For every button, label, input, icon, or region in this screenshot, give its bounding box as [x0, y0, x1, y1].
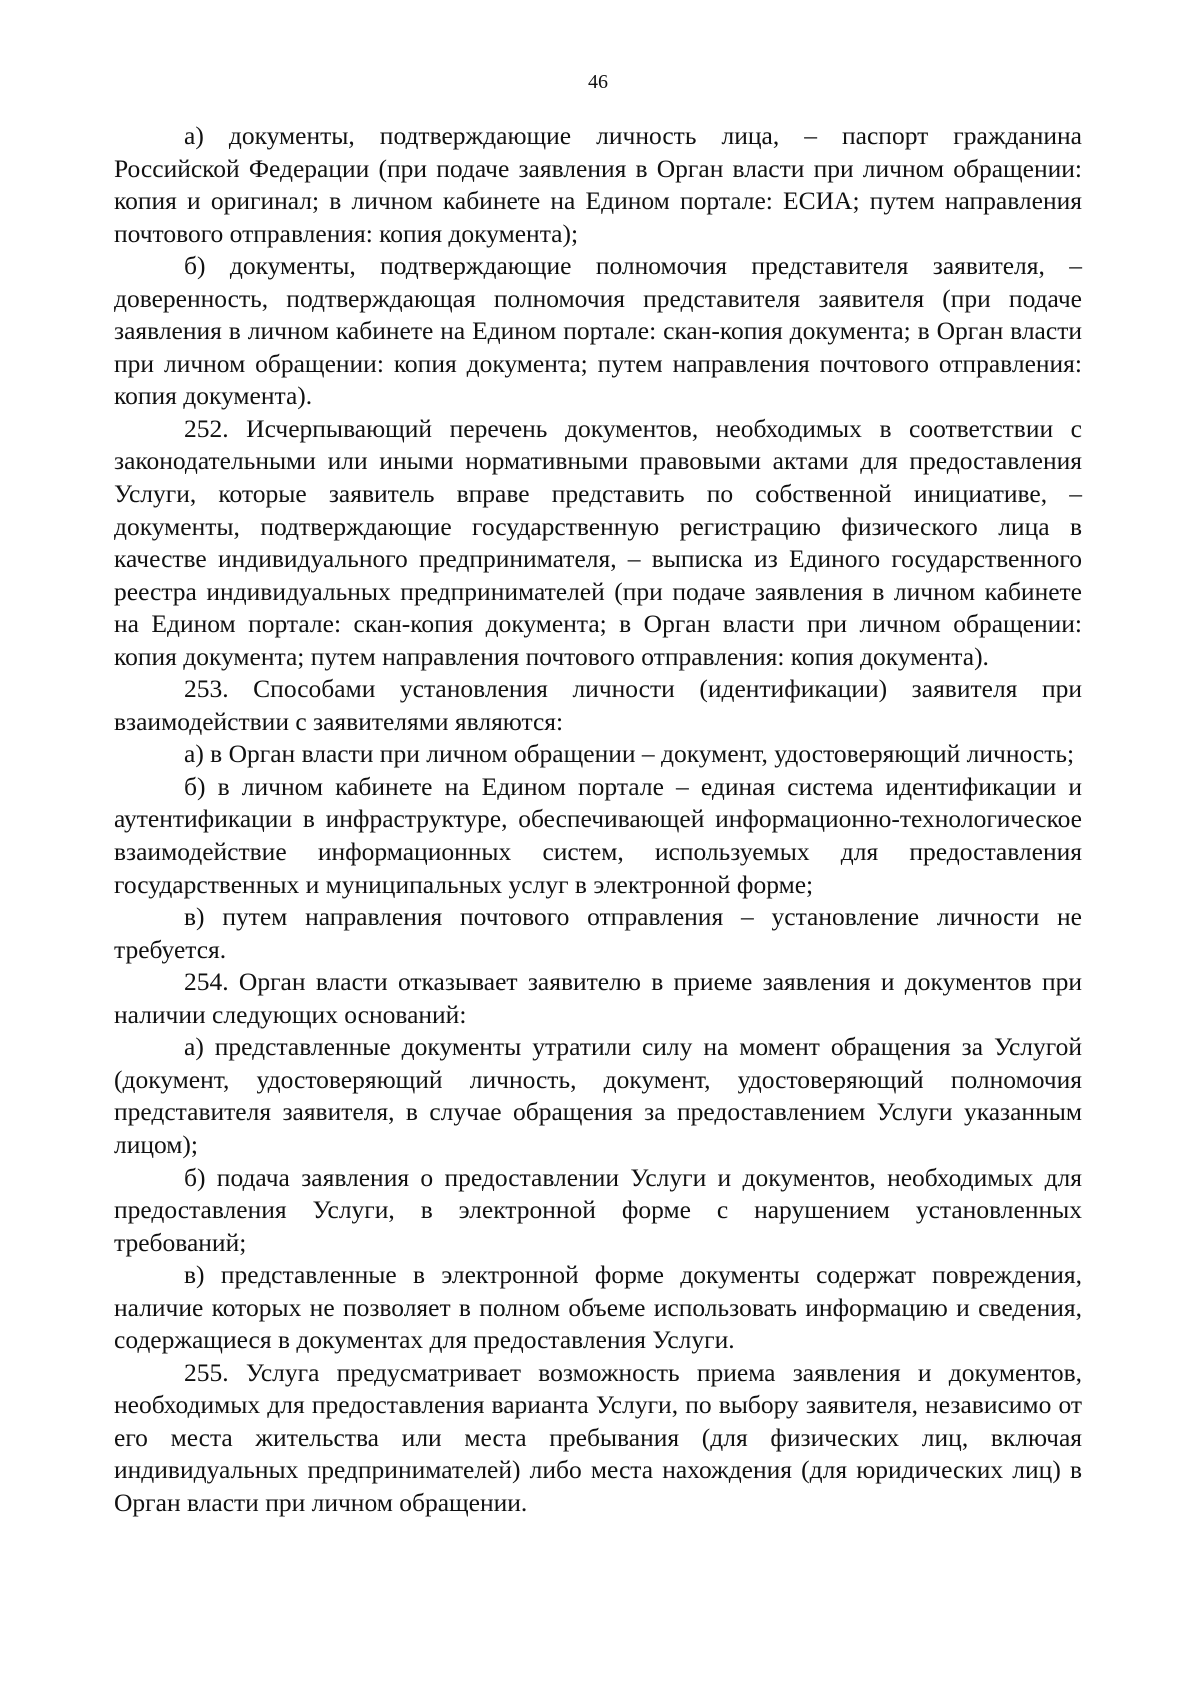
paragraph-253: 253. Способами установления личности (идентификации) заявителя при взаимодействии с заявителями являются: — [114, 674, 1082, 736]
paragraph-254-item-c: в) представленные в электронной форме документы содержат повреждения, наличие которых не позволяет в полном объеме использовать информацию и сведения, содержащиеся в документах для предоставления Услуги. — [114, 1260, 1082, 1355]
paragraph-254-item-b: б) подача заявления о предоставлении Услуги и документов, необходимых для предоставления Услуги, в электронной форме с нарушением установленных требований; — [114, 1162, 1082, 1257]
paragraph-item-b-representative-documents: б) документы, подтверждающие полномочия представителя заявителя, – доверенность, подтверждающая полномочия представителя заявителя (при подаче заявления в личном кабинете на Едином портале: скан-копия документа; в Орган власти при личном обращении: копия документа; путем направления почтового отправления: копия документа). — [114, 251, 1082, 411]
paragraph-254-item-a: а) представленные документы утратили силу на момент обращения за Услугой (документ, удостоверяющий личность, документ, удостоверяющий полномочия представителя заявителя, в случае обращения за предоставлением Услуги указанным лицом); — [114, 1032, 1082, 1159]
paragraph-253-item-c: в) путем направления почтового отправления – установление личности не требуется. — [114, 902, 1082, 964]
paragraph-253-item-a: а) в Орган власти при личном обращении – документ, удостоверяющий личность; — [184, 739, 1075, 769]
document-page — [114, 70, 1082, 1520]
paragraph-255: 255. Услуга предусматривает возможность приема заявления и документов, необходимых для предоставления варианта Услуги, по выбору заявителя, независимо от его места жительства или места пребывания (для физических лиц, включая индивидуальных предпринимателей) либо места нахождения (для юридических лиц) в Орган власти при личном обращении. — [114, 1357, 1082, 1517]
paragraph-253-item-b: б) в личном кабинете на Едином портале – единая система идентификации и аутентификации в инфраструктуре, обеспечивающей информационно-технологическое взаимодействие информационных систем, используемых для предоставления государственных и муниципальных услуг в электронной форме; — [114, 771, 1082, 899]
paragraph-254: 254. Орган власти отказывает заявителю в приеме заявления и документов при наличии следующих оснований: — [114, 967, 1082, 1029]
paragraph-252: 252. Исчерпывающий перечень документов, необходимых в соответствии с законодательными или иными нормативными правовыми актами для предоставления Услуги, которые заявитель вправе представить по собственной инициативе, – документы, подтверждающие государственную регистрацию физического лица в качестве индивидуального предпринимателя, – выписка из Единого государственного реестра индивидуальных предпринимателей (при подаче заявления в личном кабинете на Едином портале: скан-копия документа; в Орган власти при личном обращении: копия документа; путем направления почтового отправления: копия документа). — [114, 413, 1082, 671]
page-number: 46 — [588, 71, 608, 93]
paragraph-item-a-identity-documents: а) документы, подтверждающие личность лица, – паспорт гражданина Российской Федерации (при подаче заявления в Орган власти при личном обращении: копия и оригинал; в личном кабинете на Едином портале: ЕСИА; путем направления почтового отправления: копия документа); — [114, 121, 1082, 248]
